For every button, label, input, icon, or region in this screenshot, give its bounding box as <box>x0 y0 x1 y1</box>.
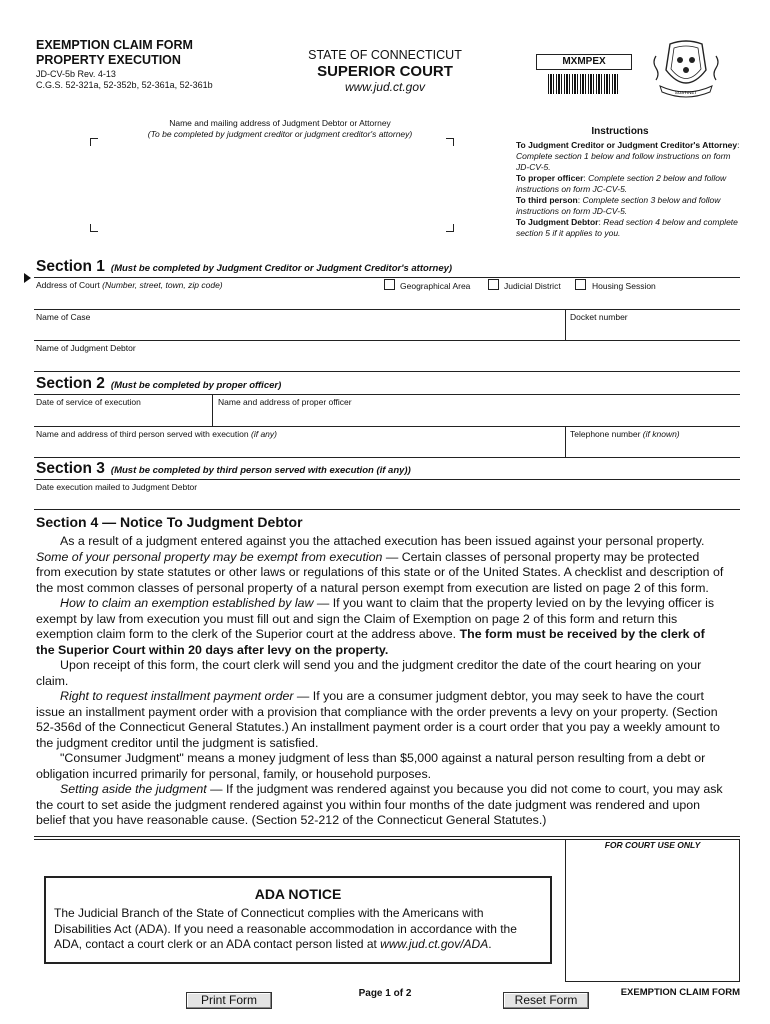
ada-text <box>54 906 548 953</box>
section4-line: Right to request installment payment order — If you are a consumer judgment debtor, you may seek to have the court <box>60 689 704 703</box>
third-person-input[interactable] <box>36 440 556 454</box>
third-person-label: Name and address of third person served with execution (if any) <box>36 429 277 439</box>
docket-number-label: Docket number <box>570 312 628 322</box>
court-name: SUPERIOR COURT <box>317 63 453 80</box>
form-title-line-1: EXEMPTION CLAIM FORM <box>36 38 193 52</box>
section4-line: belief that you have reasonable cause. (Section 52-212 of the Connecticut General Statutes.) <box>36 813 547 827</box>
proper-officer-input[interactable] <box>218 408 736 422</box>
barcode <box>548 74 620 94</box>
address-corner-tl <box>90 138 98 146</box>
ada-title: ADA NOTICE <box>254 886 342 902</box>
instructions-list <box>516 140 742 239</box>
section4-line: exemption claim form to the clerk of the Superior court at the address above. The form must be received by the clerk of <box>36 627 705 641</box>
section4-line: claim. <box>36 673 69 688</box>
court-address-label: Address of Court (Number, street, town, zip code) <box>36 280 223 290</box>
proper-officer-label: Name and address of proper officer <box>218 397 352 407</box>
section4-line: Setting aside the judgment — If the judgment was rendered against you because you did not come to court, you may ask <box>60 782 723 796</box>
page-number: Page 1 of 2 <box>358 988 412 999</box>
address-label: Name and mailing address of Judgment Debtor or Attorney <box>169 118 391 128</box>
section4-line: from execution by state statutes or other laws or regulations of this state or of the United States. A checklist and description of <box>36 565 724 579</box>
form-title-line-2: PROPERTY EXECUTION <box>36 53 181 67</box>
section4-line: the judgment creditor until the judgment is satisfied. <box>36 735 319 750</box>
telephone-label: Telephone number (if known) <box>570 429 680 439</box>
judgment-debtor-input[interactable] <box>36 354 736 368</box>
section4-line: Some of your personal property may be exempt from execution — Certain classes of personal property may be protected <box>36 549 700 564</box>
form-id-box: MXMPEX <box>536 54 632 70</box>
housing-session-checkbox[interactable] <box>575 279 586 290</box>
docket-number-input[interactable] <box>570 323 736 337</box>
address-corner-tr <box>446 138 454 146</box>
ada-line: ADA, contact a court clerk or an ADA contact person listed at www.jud.ct.gov/ADA. <box>54 937 492 951</box>
state-seal <box>650 36 722 100</box>
section4-line: obligation incurred primarily for personal, family, or household purposes. <box>36 766 432 781</box>
statutes: C.G.S. 52-321a, 52-352b, 52-361a, 52-361b <box>36 80 213 90</box>
geographical-area-label: Geographical Area <box>400 281 471 291</box>
date-of-service-label: Date of service of execution <box>36 397 141 407</box>
name-of-case-input[interactable] <box>36 323 556 337</box>
court-use-box <box>565 839 740 982</box>
section4-line: exempt by law from execution you must fill out and sign the Claim of Exemption on page 2 of this form and return this <box>36 611 678 626</box>
state-name: STATE OF CONNECTICUT <box>308 48 462 62</box>
section3-heading: Section 3 (Must be completed by third person served with execution (if any)) <box>36 460 411 477</box>
date-mailed-input[interactable] <box>36 493 736 507</box>
court-address-input[interactable] <box>36 292 376 306</box>
instructions-title: Instructions <box>591 126 649 137</box>
address-sublabel: (To be completed by judgment creditor or judgment creditor's attorney) <box>147 129 413 139</box>
section4-line: the court to set aside the judgment rendered against you within four months of the date judgment was rendered and upon <box>36 797 701 812</box>
address-corner-br <box>446 224 454 232</box>
section2-heading: Section 2 (Must be completed by proper officer) <box>36 375 282 392</box>
section4-heading: Section 4 — Notice To Judgment Debtor <box>36 514 303 530</box>
section4-line: the Superior Court within 20 days after levy on the property. <box>36 642 389 657</box>
ada-line: Disabilities Act (ADA). If you need a reasonable accommodation in accordance with the <box>54 921 517 936</box>
section4-body <box>36 534 740 829</box>
telephone-input[interactable] <box>570 440 736 454</box>
geographical-area-checkbox[interactable] <box>384 279 395 290</box>
form-code: JD-CV-5b Rev. 4-13 <box>36 69 116 79</box>
ada-line: The Judicial Branch of the State of Connecticut complies with the Americans with <box>54 906 484 920</box>
name-of-case-label: Name of Case <box>36 312 91 322</box>
pointer-arrow-icon <box>24 273 31 283</box>
reset-form-button[interactable]: Reset Form <box>503 992 589 1009</box>
section4-line: 52-356d of the Connecticut General Statutes.) An installment payment order is a court order that you pay a weekly amount to <box>36 720 720 734</box>
judicial-district-label: Judicial District <box>504 281 561 291</box>
address-corner-bl <box>90 224 98 232</box>
footer-form-name: EXEMPTION CLAIM FORM <box>620 987 740 998</box>
court-use-label: FOR COURT USE ONLY <box>604 840 701 850</box>
section4-line: Upon receipt of this form, the court clerk will send you and the judgment creditor the date of the court hearing on your <box>60 658 702 672</box>
judicial-district-checkbox[interactable] <box>488 279 499 290</box>
housing-session-label: Housing Session <box>592 281 656 291</box>
section4-line: As a result of a judgment entered against you the attached execution has been issued against your personal property. <box>60 534 705 548</box>
section4-line: issue an installment payment order with a provision that compliance with the order prevents a levy on your property. (Section <box>36 704 718 719</box>
print-form-button[interactable]: Print Form <box>186 992 272 1009</box>
judgment-debtor-label: Name of Judgment Debtor <box>36 343 136 353</box>
section1-heading: Section 1 (Must be completed by Judgment Creditor or Judgment Creditor's attorney) <box>36 258 453 275</box>
instruction-item: To Judgment Debtor: Read section 4 below and complete section 5 if it applies to you. <box>516 217 738 238</box>
section4-line: How to claim an exemption established by law — If you want to claim that the property levied on by the levying officer is <box>60 596 715 610</box>
svg-text:SUSTINET: SUSTINET <box>674 90 698 95</box>
date-mailed-label: Date execution mailed to Judgment Debtor <box>36 482 198 492</box>
instruction-item: To proper officer: Complete section 2 below and follow instructions on form JC-CV-5. <box>516 173 727 194</box>
court-website: www.jud.ct.gov <box>344 80 426 94</box>
section4-line: the most common classes of personal property of a natural person exempt from execution are listed on page 2 of this form. <box>36 580 709 595</box>
date-of-service-input[interactable] <box>36 408 206 422</box>
instruction-item: To Judgment Creditor or Judgment Creditor's Attorney: Complete section 1 below and follow instructions on form JD-CV-5. <box>516 140 740 172</box>
address-input-area[interactable] <box>100 148 440 222</box>
section4-line: "Consumer Judgment" means a money judgment of less than $5,000 against a natural person resulting from a debt or <box>60 751 706 765</box>
instruction-item: To third person: Complete section 3 below and follow instructions on form JD-CV-5. <box>516 195 721 216</box>
